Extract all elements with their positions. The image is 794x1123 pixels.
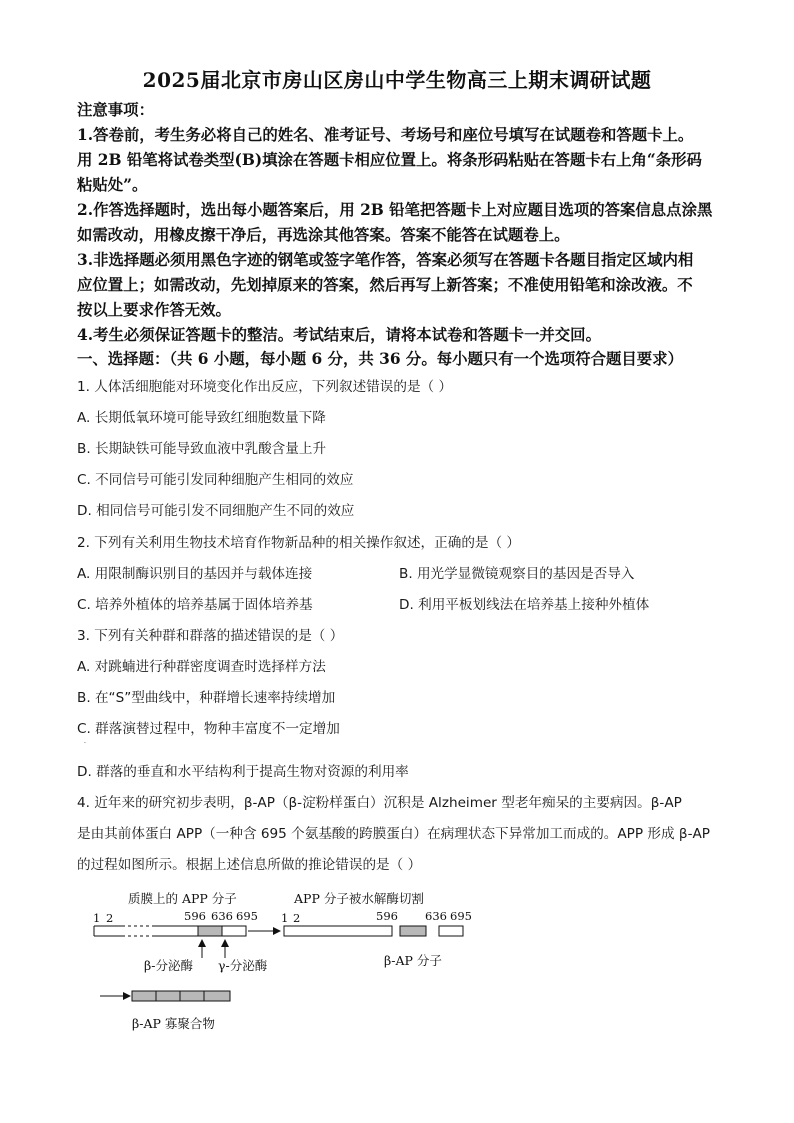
q4-stem-line-2: 是由其前体蛋白 APP（一种含 695 个氨基酸的跨膜蛋白）在病理状态下异常加工而成的。APP 形成 β-AP: [77, 826, 710, 842]
app-fragment-short: [439, 926, 463, 936]
q4-stem-line-3: 的过程如图所示。根据上述信息所做的推论错误的是（ ）: [77, 857, 422, 873]
app-fragment-long: [284, 926, 392, 936]
section-heading: 一、选择题：（共 6 小题，每小题 6 分，共 36 分。每小题只有一个选项符合题目要求）: [77, 350, 683, 368]
q3-stem: 3. 下列有关种群和群落的描述错误的是（ ）: [77, 628, 344, 644]
notice-line-1: 1.答卷前，考生务必将自己的姓名、准考证号、考场号和座位号填写在试题卷和答题卡上。: [77, 126, 694, 144]
label-pos-636b: 636: [425, 909, 447, 923]
page-title: 2025届北京市房山区房山中学生物高三上期末调研试题: [142, 68, 652, 92]
notice-line-8: 按以上要求作答无效。: [77, 301, 231, 319]
beta-ap-oligomer: [132, 991, 230, 1001]
q3-option-a: A. 对跳蝻进行种群密度调查时选择样方法: [77, 659, 326, 675]
app-cleavage-diagram: [88, 888, 488, 1038]
label-pos-695b: 695: [450, 909, 472, 923]
label-pos-596b: 596: [376, 909, 398, 923]
q1-stem: 1. 人体活细胞能对环境变化作出反应，下列叙述错误的是（ ）: [77, 379, 453, 395]
q3-option-b: B. 在“S”型曲线中，种群增长速率持续增加: [77, 690, 336, 706]
notice-line-9: 4.考生必须保证答题卡的整洁。考试结束后，请将本试卷和答题卡一并交回。: [77, 326, 601, 344]
q2-option-a: A. 用限制酶识别目的基因并与载体连接: [77, 566, 313, 582]
q1-option-d: D. 相同信号可能引发不同细胞产生不同的效应: [77, 503, 355, 519]
q2-stem: 2. 下列有关利用生物技术培育作物新品种的相关操作叙述，正确的是（ ）: [77, 535, 521, 551]
notice-line-2: 用 2B 铅笔将试卷类型(B)填涂在答题卡相应位置上。将条形码粘贴在答题卡右上角“条形码: [77, 151, 702, 169]
q2-option-b: B. 用光学显微镜观察目的基因是否导入: [399, 566, 635, 582]
q2-option-c: C. 培养外植体的培养基属于固体培养基: [77, 597, 313, 613]
q3-option-d: D. 群落的垂直和水平结构利于提高生物对资源的利用率: [77, 764, 409, 780]
label-beta-ap-molecule: β-AP 分子: [384, 953, 442, 968]
q3-option-c: C. 群落演替过程中，物种丰富度不一定增加: [77, 721, 340, 737]
q4-stem-line-1: 4. 近年来的研究初步表明，β-AP（β-淀粉样蛋白）沉积是 Alzheimer 型老年痴呆的主要病因。β-AP: [77, 795, 682, 811]
notice-line-4: 2.作答选择题时，选出每小题答案后，用 2B 铅笔把答题卡上对应题目选项的答案信息点涂黑: [77, 201, 713, 219]
notice-line-6: 3.非选择题必须用黑色字迹的钢笔或签字笔作答，答案必须写在答题卡各题目指定区域内相: [77, 251, 694, 269]
label-pos-636: 636: [211, 909, 233, 923]
notice-line-7: 应位置上；如需改动，先划掉原来的答案，然后再写上新答案；不准使用铅笔和涂改液。不: [77, 276, 693, 294]
q1-option-c: C. 不同信号可能引发同种细胞产生相同的效应: [77, 472, 354, 488]
notice-heading: 注意事项：: [77, 101, 154, 119]
label-pos-1: 1: [93, 911, 101, 925]
label-pos-596: 596: [184, 909, 206, 923]
beta-ap-fragment: [400, 926, 426, 936]
notice-line-3: 粘贴处”。: [77, 176, 148, 194]
app-membrane-bar: [94, 926, 246, 936]
label-pos-2: 2: [106, 911, 114, 925]
label-pos-1b: 1: [281, 911, 289, 925]
label-membrane-app: 质膜上的 APP 分子: [128, 891, 237, 906]
label-pos-695: 695: [236, 909, 258, 923]
label-pos-2b: 2: [293, 911, 301, 925]
q2-option-d: D. 利用平板划线法在培养基上接种外植体: [399, 597, 650, 613]
label-oligomer: β-AP 寡聚合物: [132, 1016, 215, 1031]
stray-dot: ·: [84, 740, 86, 747]
q1-option-b: B. 长期缺铁可能导致血液中乳酸含量上升: [77, 441, 327, 457]
label-app-cleavage: APP 分子被水解酶切割: [294, 891, 424, 906]
label-gamma-secretase: γ-分泌酶: [218, 958, 268, 973]
beta-ap-region: [198, 926, 222, 936]
label-beta-secretase: β-分泌酶: [144, 958, 193, 973]
notice-line-5: 如需改动，用橡皮擦干净后，再选涂其他答案。答案不能答在试题卷上。: [77, 226, 570, 244]
q1-option-a: A. 长期低氧环境可能导致红细胞数量下降: [77, 410, 326, 426]
